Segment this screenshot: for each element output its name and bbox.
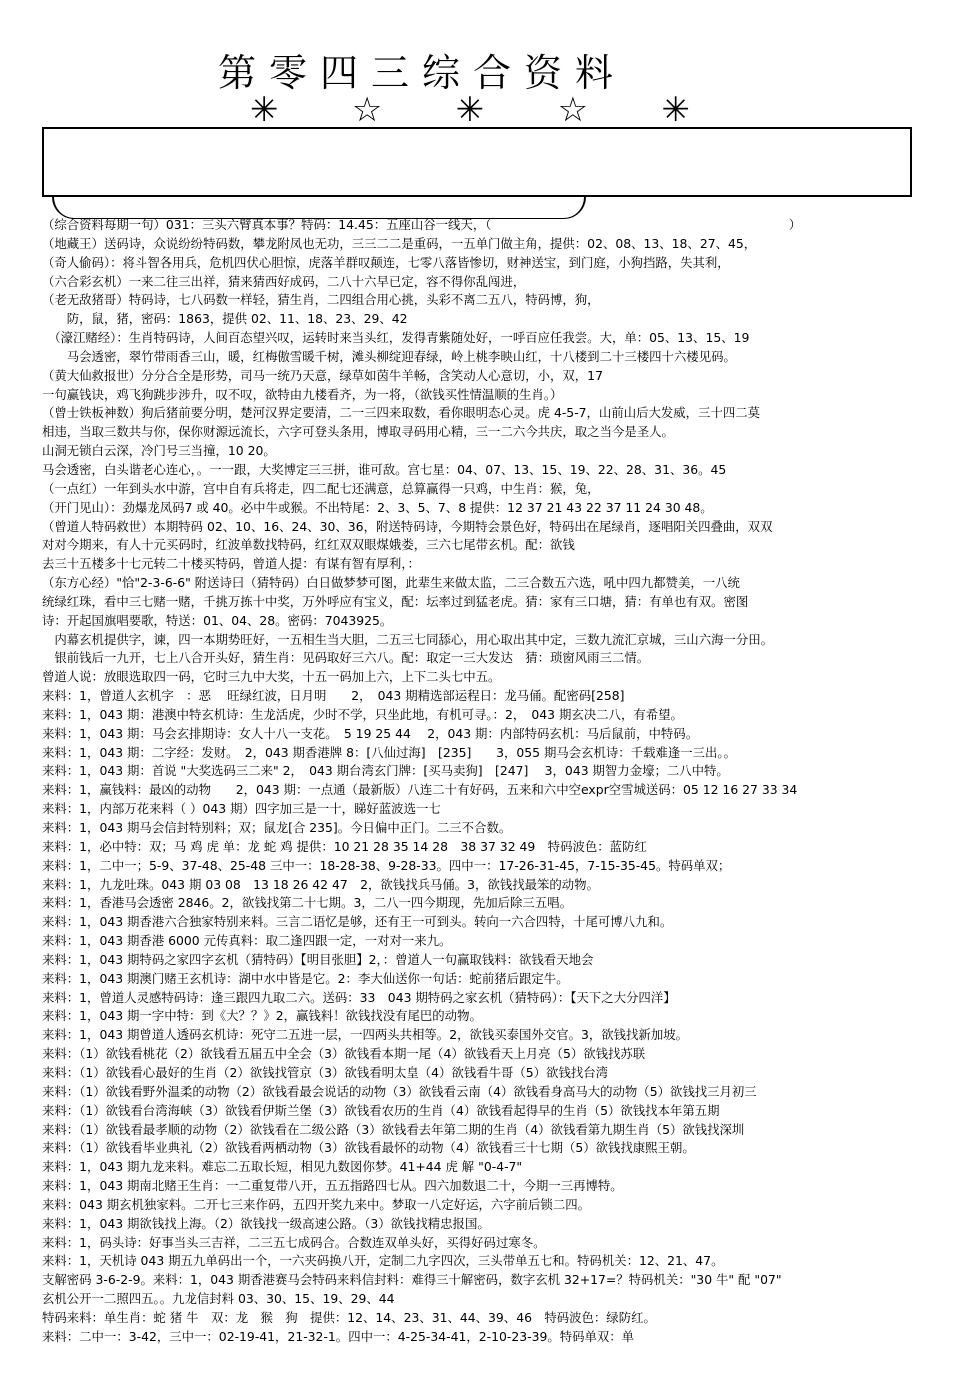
text-line: （一点红）一年到头水中游，宫中自有兵将走，四二配七还满意，总算赢得一只鸡，中生肖：猴，兔，	[42, 480, 600, 496]
text-line: 来料：（1）欲钱看桃花（2）欲钱看五届五中全会（3）欲钱看本期一尾（4）欲钱看天上月亮（5）欲钱找苏联	[42, 1046, 646, 1062]
text-line: 来料：（1）欲钱看心最好的生肖（2）欲钱找管京（3）欲钱看明太皇（4）欲钱看牛哥（5）欲钱找台湾	[42, 1064, 609, 1080]
text-line: 一句赢钱诀，鸡飞狗跳步涉升，叹不叹，欲特由九楼看齐，为一将，（欲钱买性情温顺的生肖。）	[42, 386, 563, 402]
text-line: 来料：1，043 期：马会玄排期诗：女人十八一支花。 5 19 25 44 2，043 期：内部特码玄机：马后鼠前，中特码。	[42, 725, 699, 741]
text-line: 对对今期来，有人十元买码时，红波单数找特码，红红双双眼煤娥娄，三六七尾带玄机。配：欲钱	[42, 537, 575, 553]
text-line: 来料：1，赢钱料：最凶的动物 2，043 期：一点通（最新版）八连二十有好码，五来和六中空expr空雪城送码：05 12 16 27 33 34	[42, 782, 798, 798]
blank-banner-box	[42, 127, 912, 197]
text-line: 来料：1，天机诗 043 期五九单码出一个，一六夹码换八开，定制二九字四次，三头带单五七和。特码机关：12、21、47。	[42, 1253, 724, 1269]
text-line: 山洞无锁白云深，冷门号三当撞，10 20。	[42, 443, 276, 459]
text-line: 来料：1，二中一；5-9、37-48、25-48 三中一：18-28-38、9-28-33。四中一：17-26-31-45，7-15-35-45。特码单双；	[42, 857, 731, 873]
asterisk-star-icon: ✳	[250, 90, 279, 130]
text-line: 玄机公开一二照四五。。九龙信封料 03、30、15、19、29、44	[42, 1291, 395, 1307]
text-line: 来料：（1）欲钱看毕业典礼（2）欲钱看两栖动物（3）欲钱看最怀的动物（4）欲钱看三十七期（5）欲钱找康熙王朝。	[42, 1140, 695, 1156]
text-line: 马会透密，白头谐老心连心，。一一跟，大奖博定三三拼，谁可敌。宫七星：04、07、13、15、19、22、28、31、36。45	[42, 461, 727, 477]
text-line: （曾道人特码救世）本期特码 02、10、16、24、30、36，附送特码诗，今期特会景色好，特码出在尾绿肖，逐唱阳关四叠曲，双双	[42, 518, 773, 534]
text-line: （曾士铁板神数）狗后猪前要分明，楚河汉界定要清，二一三四来取数，看你眼明态心灵。虎 4-5-7，山前山后大发威，三十四二莫	[42, 405, 761, 421]
text-line: 来料：1，043 期南北赌王生肖：一二重复带八开，五五指路四七从。四六加数退二十，今期一三再博特。	[42, 1178, 623, 1194]
text-line: 来料：043 期玄机独家料。二开七三来作码，五四开奖九来中。梦取一八定好运，六字前后锁二四。	[42, 1196, 590, 1212]
text-line: 内幕玄机提供字，谏，四一本期势旺好，一五相生当大胆，二五三七同舔心，用心取出其中定，三数九流汇京城，三山六海一分田。	[42, 631, 774, 647]
text-line: 防，鼠，猪，密码：1863，提供 02、11、18、23、29、42	[42, 311, 408, 327]
text-line: 来料：1，043 期九龙来料。难忘二五取长短，相见九数図你梦。41+44 虎 解 "0-4-7"	[42, 1159, 523, 1175]
text-line: 银前钱后一九开，七上八合开头好，猜生肖：见码取好三六八。配：取定一三大发达 猜：琐窗风雨三二情。	[42, 650, 650, 666]
text-line: 来料：1，内部万花来料（ ）043 期）四字加三是一十，睇好蓝波选一七	[42, 801, 441, 817]
text-line: 来料：1，043 期曾道人透码玄机诗：死守二五进一层，一四两头共相等。2，欲钱买泰国外交官。3，欲钱找新加坡。	[42, 1027, 688, 1043]
asterisk-star-icon: ✳	[455, 90, 485, 130]
text-line: 来料：二中一：3-42，三中一：02-19-41，21-32-1。四中一：4-25-34-41，2-10-23-39。特码单双：单	[42, 1328, 635, 1344]
text-line: （六合彩玄机）一来二往三出祥，猜来猜西好成码，二八十六早已定，容不得你乱闯进，	[42, 273, 526, 289]
text-line: 来料：1，043 期澳门赌王玄机诗：湖中水中皆是它。2：李大仙送你一句话：蛇前猪后跟定牛。	[42, 970, 569, 986]
star-row	[250, 90, 690, 130]
text-line: 诗：开起国旗唱要歌，特送：01、04、28。密码：7043925。	[42, 612, 393, 628]
text-line: 来料：（1）欲钱看台湾海峡（3）欲钱看伊斯兰堡（3）欲钱看农历的生肖（4）欲钱看起得早的生肖（5）欲钱找本年第五期	[42, 1102, 720, 1118]
text-line: 特码来料：单生肖：蛇 猪 牛 双：龙 猴 狗 提供：12、14、23、31、44、39、46 特码波色：绿防红。	[42, 1309, 656, 1325]
text-line: （濠江赌经）：生肖特码诗，人间百态望兴叹，运转时来当头红，发得青紫随处好，一呼百应任我尝。大，单：05、13、15、19	[42, 330, 750, 346]
page-title: 第零四三综合资料	[218, 51, 627, 95]
text-line: （东方心经）"恰"2-3-6-6" 附送诗曰（猜特码）白日做梦梦可图，此辈生来做太监，二三合数五六选，吼中四九都赞美，一八统	[42, 575, 740, 591]
outline-star-icon: ☆	[557, 90, 589, 130]
outline-star-icon: ☆	[351, 90, 383, 130]
asterisk-star-icon: ✳	[661, 90, 690, 130]
document-body	[42, 216, 922, 1347]
text-line: 曾道人说：放眼选取四一码，它时三九中大奖，十五一码加上六，上下二头七中五。	[42, 669, 501, 685]
text-line: 来料：1，香港马会透密 2846。2，欲钱找第二十七期。3，二八一四今期现，先加后除三五唱。	[42, 895, 572, 911]
text-line: 来料：1，曾道人灵感特码诗：逢三跟四九取二六。送码：33 043 期特码之家玄机（猜特码）：【天下之大分四洋】	[42, 989, 676, 1005]
text-line: 来料：1，曾道人玄机字 ：恶 旺绿红波，日月明 2， 043 期精选部运程日：龙马俑。配密码[258]	[42, 688, 625, 704]
text-line: 统绿红珠，看中三七赌一赌，千挑万拣十中奖，万外呼应有宝义，配：坛率过到猛老虎。猜：家有三口塘，猜：有单也有双。密图	[42, 593, 749, 609]
text-line: （开门见山）：劲爆龙凤码7 或 40。必中牛或猴。不出特尾：2、3、5、7、8 提供：12 37 21 43 22 37 11 24 30 48。	[42, 499, 713, 515]
text-line: 来料：（1）欲钱看最孝顺的动物（2）欲钱看在二级公路（3）欲钱看去年第二期的生肖（4）欲钱看第九期生肖（5）欲钱找深圳	[42, 1121, 745, 1137]
text-line: 来料：1，043 期：首说 "大奖选码三二来" 2， 043 期台湾玄门牌：[买马卖狗] [247] 3，043 期智力金壕；二八中特。	[42, 763, 729, 779]
text-line: 来料：1，043 期香港 6000 元传真料：取二逢四跟一定，一对对一来九。	[42, 933, 452, 949]
text-line: 来料：1，码头诗：好事当头三吉祥，二三五七成码合。合数连双单头好，买得好码过寒冬。	[42, 1234, 546, 1250]
text-line: （老无敌猪哥）特码诗，七八码数一样轻，猜生肖，二四组合用心挑，头彩不离二五八，特码博，狗，	[42, 292, 600, 308]
text-line: 支解密码 3-6-2-9。来料：1，043 期香港赛马会特码来料信封料：难得三十解密码，数字玄机 32+17=？特码机关："30 牛" 配 "07"	[42, 1272, 782, 1288]
text-line: 来料：1，043 期特码之家四字玄机（猜特码）【明目张胆】2，：曾道人一句赢取钱料：欲钱看天地会	[42, 951, 594, 967]
text-line: 来料：1，043 期：二字经：发财。 2，043 期香港牌 8：[八仙过海] [235] 3，055 期马会玄机诗：千载难逢一三出。。	[42, 744, 737, 760]
text-line: 来料：1，043 期：港澳中特玄机诗：生龙活虎，少时不学，只坐此地，有机可寻。：2， 043 期玄决二八，有希望。	[42, 706, 683, 722]
text-line: 相违，当取三数共与你，保你财源远流长，六字可登头条用，博取寻码用心精，三一二六今共庆，取之当今是圣人。	[42, 424, 674, 440]
text-line: 来料：1，九龙吐珠。043 期 03 08 13 18 26 42 47 2，欲钱找兵马俑。3，欲钱找最笨的动物。	[42, 876, 599, 892]
text-line: 来料：1，043 期香港六合独家特别来料。三言二语忆是够，还有王一可到头。转向一六合四特，十尾可博八九和。	[42, 914, 673, 930]
text-line: （地藏王）送码诗，众说纷纷特码数，攀龙附凤也无功，三三二二是重码，一五单门做主角，提供：02、08、13、18、27、45，	[42, 235, 757, 251]
text-line: 来料：1，043 期一字中特：到《大？？》2，赢钱料！欲钱找没有尾巴的动物。	[42, 1008, 482, 1024]
text-line: （黄大仙救报世）分分合全是形势，司马一统乃天意，绿草如茵牛羊畅，含笑动人心意切，小，双，17	[42, 367, 603, 383]
text-line: 来料：1，043 期欲钱找上海。（2）欲钱找一级高速公路。（3）欲钱找精忠报国。	[42, 1215, 490, 1231]
text-line: 来料：1，043 期马会信封特别料；双；鼠龙[合 235]。今日偏中正门。二三不合数。	[42, 820, 512, 835]
text-line: （奇人偷码）：将斗智各用兵，危机四伏心胆惊，虎落羊群叹颠连，七零八落皆惨切，财神送宝，到门庭，小狗挡路，失其利，	[42, 254, 730, 270]
text-line: （综合资料每期一句）031：三头六臂真本事？特码：14.45：五座山谷一线天，（ ）	[42, 217, 802, 232]
text-line: 去三十五楼多十七元转二十楼买特码，曾道人提：有谋有智有厚利，：	[42, 556, 420, 572]
text-line: 马会透密，翠竹带雨香三山，暖，红梅傲雪暖千树，滩头柳绽迎春绿，岭上桃李映山红，十八楼到二十三楼四十六楼见码。	[42, 348, 736, 364]
text-line: 来料：1，必中特：双；马 鸡 虎 单：龙 蛇 鸡 提供：10 21 28 35 14 28 38 37 32 49 特码波色：蓝防红	[42, 838, 647, 854]
text-line: 来料：（1）欲钱看野外温柔的动物（2）欲钱看最会说话的动物（3）欲钱看云南（4）欲钱看身高马大的动物（5）欲钱找三月初三	[42, 1083, 757, 1099]
